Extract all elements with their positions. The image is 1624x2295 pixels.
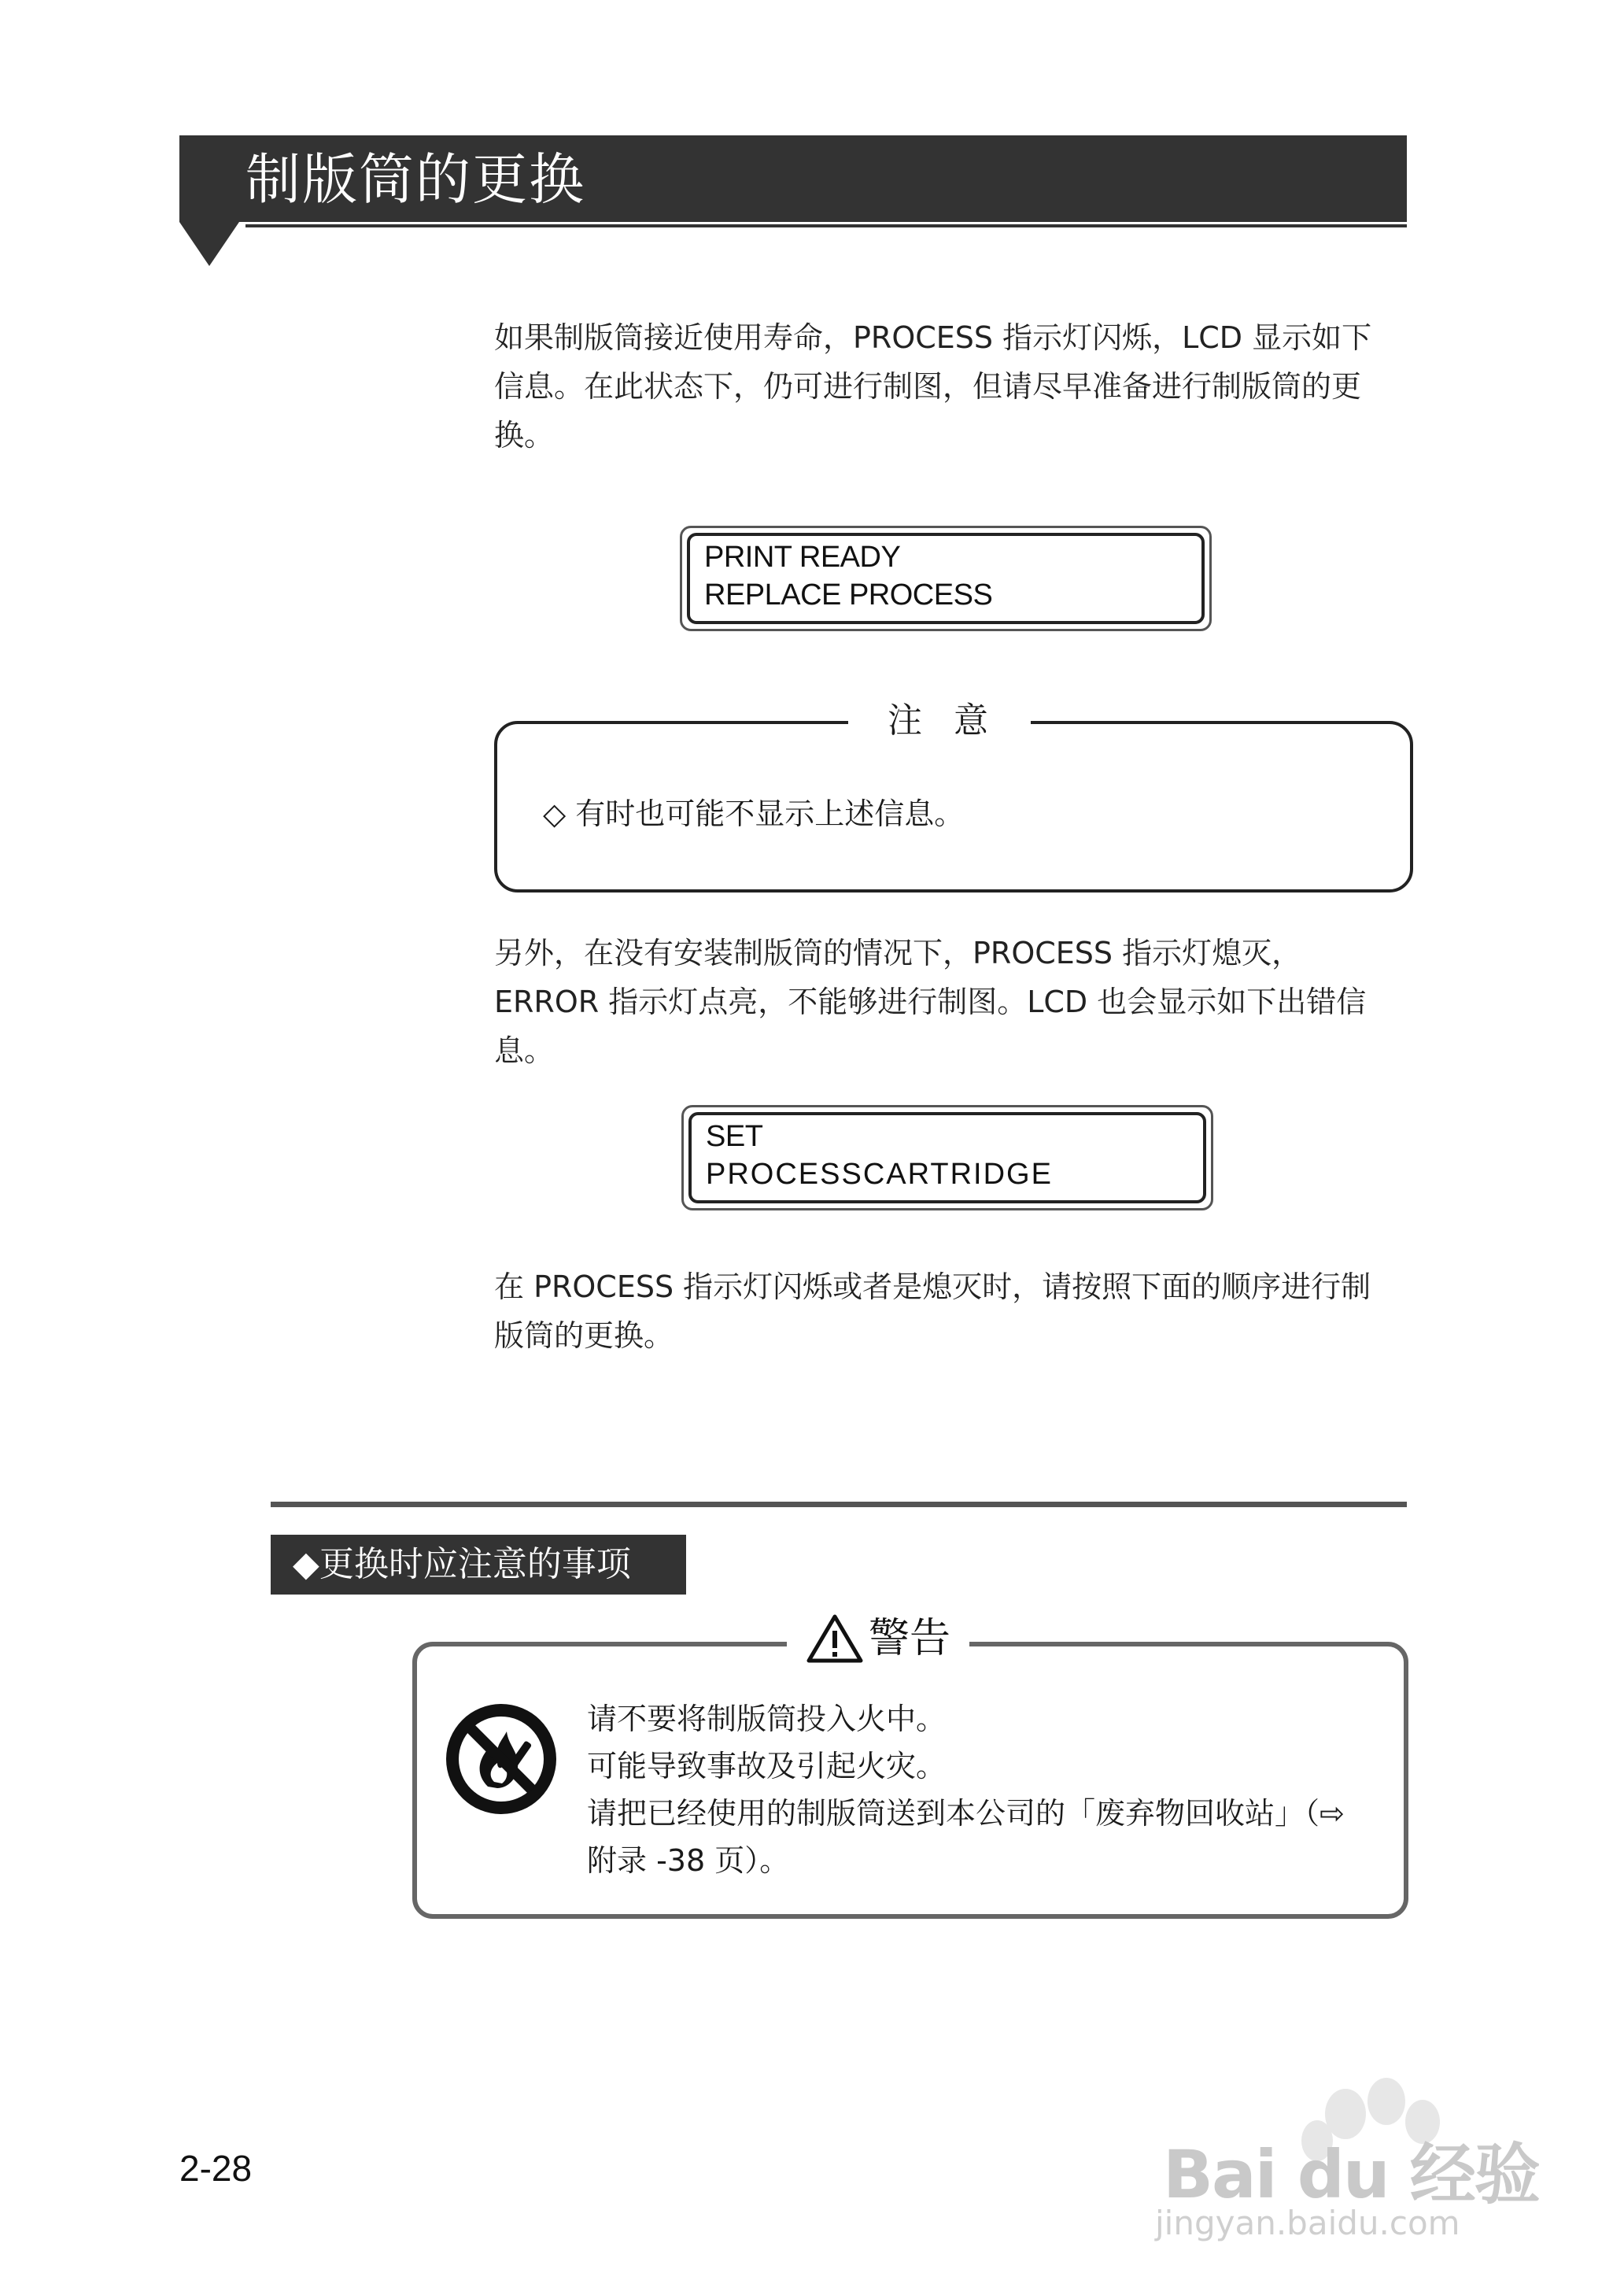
page-number: 2-28	[179, 2148, 253, 2189]
lcd-line: SET	[706, 1120, 763, 1153]
lcd-display-replace	[680, 526, 1212, 631]
section-divider	[271, 1502, 1407, 1507]
para-line: 版筒的更换。	[494, 1318, 674, 1353]
para-line: 息。	[494, 1033, 555, 1068]
para-line: 在 PROCESS 指示灯闪烁或者是熄灭时，请按照下面的顺序进行制	[494, 1269, 1371, 1304]
no-fire-icon	[442, 1700, 560, 1818]
lcd-line: PRINT READY	[704, 541, 901, 574]
para-line: 另外，在没有安装制版筒的情况下，PROCESS 指示灯熄灭，	[494, 936, 1302, 970]
title-underline	[245, 224, 1407, 227]
warning-line: 附录 -38 页）。	[587, 1843, 790, 1878]
para-line: ERROR 指示灯点亮，不能够进行制图。LCD 也会显示如下出错信	[494, 985, 1367, 1019]
intro-paragraph	[494, 313, 1407, 460]
caution-title: 注意	[848, 697, 1031, 745]
warning-triangle-icon	[806, 1613, 864, 1664]
caution-item: ◇ 有时也可能不显示上述信息。	[543, 796, 965, 831]
warning-line: 请不要将制版筒投入火中。	[587, 1702, 947, 1736]
lcd-line: REPLACE PROCESS	[704, 578, 993, 612]
warning-title	[787, 1610, 969, 1667]
replacement-paragraph	[494, 1262, 1407, 1360]
lcd-line: PROCESSCARTRIDGE	[706, 1158, 1053, 1191]
page-title: 制版筒的更换	[245, 147, 585, 212]
warning-line: 请把已经使用的制版筒送到本公司的「废弃物回收站」（⇨	[587, 1796, 1345, 1831]
watermark-url: jingyan.baidu.com	[1155, 2204, 1460, 2242]
intro-line: 换。	[494, 418, 555, 453]
section-heading: ◆更换时应注意的事项	[271, 1535, 686, 1595]
warning-line: 可能导致事故及引起火灾。	[587, 1749, 947, 1783]
watermark-brand: Bai du 经验	[1163, 2136, 1539, 2213]
warning-title-label: 警告	[868, 1615, 950, 1662]
intro-line: 信息。在此状态下，仍可进行制图，但请尽早准备进行制版筒的更	[494, 369, 1362, 404]
intro-line: 如果制版筒接近使用寿命，PROCESS 指示灯闪烁，LCD 显示如下	[494, 320, 1372, 355]
missing-cartridge-paragraph	[494, 929, 1407, 1075]
lcd-display-set	[681, 1105, 1213, 1210]
title-notch	[179, 222, 239, 266]
